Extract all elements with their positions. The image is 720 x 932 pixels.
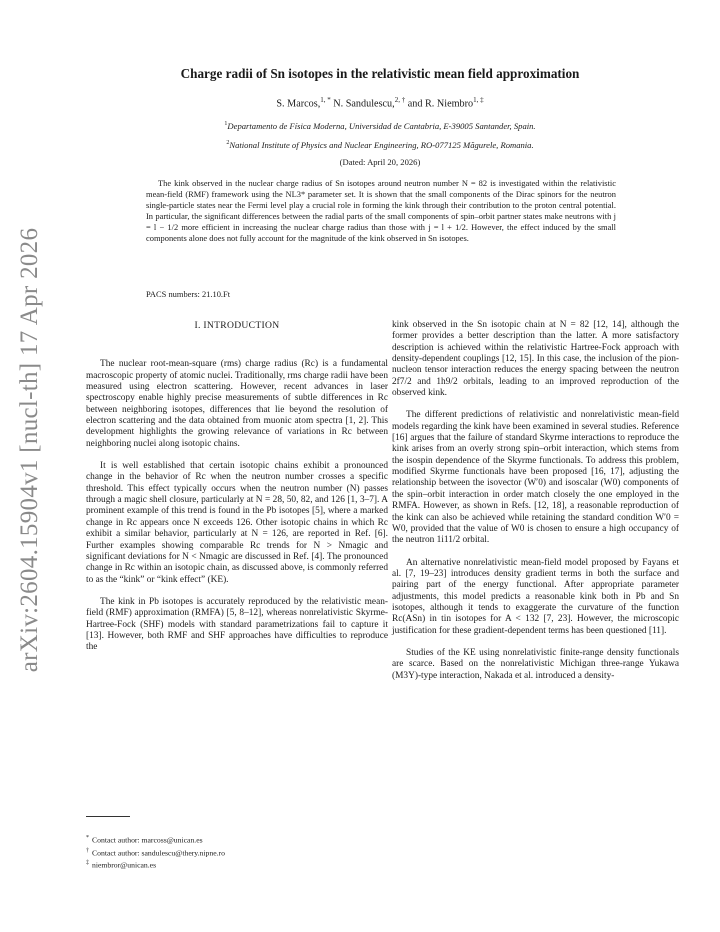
body-paragraph: The different predictions of relativistic and nonrelativistic mean-field models regarding the kink have been examined in several studies. Reference [16] argues that the failure of standard Skyrme interactions to reproduce the kink arises from an overly strong spin–orbit interaction, which stems from the isospin dependence of the Skyrme functionals. To address this problem, modified Skyrme functionals have been proposed [16, 17], adjusting the relationship between the isovector (W′0) and isoscalar (W0) components of the spin–orbit interaction in order match closely the one employed in the RMFA. However, as shown in Refs. [12, 18], a reasonable reproduction of the kink can also be achieved while retaining the standard condition W′0 = W0, provided that the value of W0 is chosen to ensure a high occupancy of the neutron 1i11/2 orbital. [392,410,679,546]
footnote [86,833,386,846]
affiliation-mark: 2 [226,140,230,147]
affiliation-mark: 1 [224,121,228,128]
affiliation [80,140,680,150]
left-column [86,320,388,665]
body-paragraph: Studies of the KE using nonrelativistic finite-range density functionals are scarce. Based on the nonrelativistic Michigan three-range Yukawa (M3Y)-type interaction, Nakada et al. introduced a density- [392,647,679,681]
body-paragraph: The kink in Pb isotopes is accurately reproduced by the relativistic mean-field (RMF) approximation (RMFA) [5, 8–12], whereas nonrelativistic Skyrme-Hartree-Fock (SHF) models with standard parametrizations fail to capture it [13]. However, both RMF and SHF approaches have difficulties to reproduce the [86,596,388,653]
author-affiliation-marks: 1, ‡ [473,96,484,104]
footnote-mark: † [86,847,89,854]
body-paragraph: kink observed in the Sn isotopic chain at N = 82 [12, 14], although the former provides a better description than the latter. A more satisfactory description is achieved within the relativistic Hartree-Fock approach with density-dependent couplings [12, 15]. In this case, the inclusion of the pion-nucleon tensor interaction reduces the energy spacing between the neutron 2f7/2 and 1h9/2 orbitals, leading to an improved reproduction of the observed kink. [392,320,679,399]
footnote-text: Contact author: marcoss@unican.es [92,835,203,845]
author-affiliation-marks: 2, † [394,96,406,104]
arxiv-identifier-margin [8,0,52,932]
affiliation-text: Departamento de Física Moderna, Universidad de Cantabria, E-39005 Santander, Spain. [227,121,536,131]
footnote [86,846,386,859]
author-name: and R. Niembro [405,98,474,110]
body-paragraph: It is well established that certain isotopic chains exhibit a pronounced change in the behavior of Rc when the neutron number crosses a specific threshold. This effect typically occurs when the neutron number (N) passes through a magic shell closure, particularly at N = 28, 50, 82, and 126 [1, 3–7]. A prominent example of this trend is found in the Pb isotopes [5], where a marked change in Rc appears once N exceeds 126. Other isotopic chains in which Rc exhibit a similar behavior, particularly at N = 126, are reported in Ref. [6]. Further examples showing comparable Rc trends for N > Nmagic and significant deviations for N < Nmagic are discussed in Ref. [4]. The pronounced change in Rc within an isotopic chain, as discussed above, is commonly referred to as the “kink” or “kink effect” (KE). [86,461,388,585]
right-column [392,320,679,693]
footnote-text: niembror@unican.es [92,860,157,870]
date-line: (Dated: April 20, 2026) [339,157,421,167]
author-name: S. Marcos, [276,98,321,110]
footnote-divider [86,816,130,817]
section-heading: I. INTRODUCTION [194,320,280,331]
footnotes [86,833,386,871]
author-list [80,96,680,109]
pacs-numbers: PACS numbers: 21.10.Ft [146,289,231,299]
affiliation [80,121,680,131]
footnote-mark: ‡ [86,860,89,867]
author-affiliation-marks: 1, * [320,96,331,104]
footnote-text: Contact author: sandulescu@thery.nipne.ro [92,848,225,858]
footnote [86,858,386,871]
body-paragraph: An alternative nonrelativistic mean-field model proposed by Fayans et al. [7, 19–23] introduces density gradient terms in both the surface and pairing part of the energy functional. After appropriate parameter adjustments, this model predicts a reasonable kink both in Pb and Sn isotopes, although it tends to exaggerate the curvature of the function Rc(ASn) in tin isotopes for A < 132 [7, 23]. However, the microscopic justification for these gradient-dependent terms has been questioned [11]. [392,557,679,636]
paper-title: Charge radii of Sn isotopes in the relativistic mean field approximation [180,66,580,81]
affiliation-text: National Institute of Physics and Nuclear Engineering, RO-077125 Măgurele, Romania. [229,140,534,150]
body-paragraph: The nuclear root-mean-square (rms) charge radius (Rc) is a fundamental macroscopic property of atomic nuclei. Traditionally, rms charge radii have been measured using electron scattering. However, recent advances in laser spectroscopy enable highly precise measurements of subtle differences in Rc between neighboring isotopes, differences that lie beyond the resolution of electron scattering and the data obtained from muonic atom spectra [1, 2]. This development highlights the growing relevance of variations in Rc between neighboring nuclei along isotopic chains. [86,359,388,449]
footnote-mark: * [86,835,89,841]
abstract: The kink observed in the nuclear charge radius of Sn isotopes around neutron number N = 82 is investigated within the relativistic mean-field (RMF) framework using the NL3* parameter set. It is shown that the small components of the Dirac spinors for the neutron single-particle states near the Fermi level play a crucial role in forming the kink through their contribution to the proton central potential. In particular, the significant differences between the radial parts of the small components of spin–orbit partner states make neutrons with j = l − 1/2 more efficient in increasing the nuclear charge radius than those with j = l + 1/2. However, the effect induced by the small components alone does not fully account for the magnitude of the kink observed in Sn isotopes. [146,178,616,244]
author-name: N. Sandulescu, [330,98,395,110]
arxiv-identifier: arXiv:2604.15904v1 [nucl-th] 17 Apr 2026 [16,227,43,673]
